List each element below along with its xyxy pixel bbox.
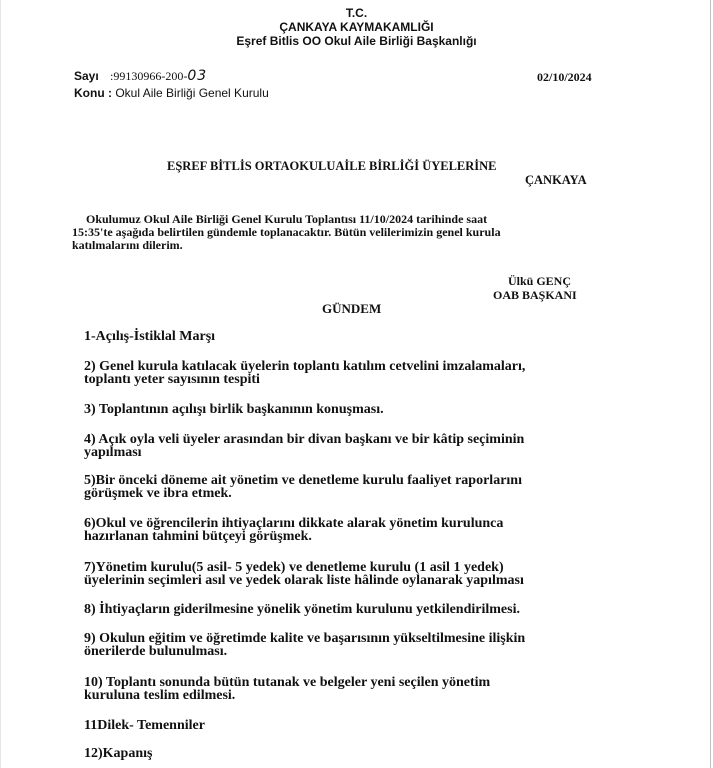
page-edge-right	[710, 0, 711, 768]
agenda-item-6: 6)Okul ve öğrencilerin ihtiyaçlarını dikkate alarak yönetim kurulunca hazırlanan tahmini bütçeyi görüşmek.	[84, 516, 504, 544]
sayi-value: :99130966-200-	[110, 69, 188, 83]
agenda-title: GÜNDEM	[322, 301, 382, 316]
agenda-item-2: 2) Genel kurula katılacak üyelerin toplantı katılım cetvelini imzalamaları, toplantı yeter sayısının tespiti	[84, 359, 526, 387]
agenda-item-3: 3) Toplantının açılışı birlik başkanının konuşması.	[84, 402, 384, 417]
sayi-label: Sayı	[74, 69, 99, 83]
signature-title: OAB BAŞKANI	[493, 288, 577, 302]
agenda-item-12: 12)Kapanış	[84, 746, 153, 761]
agenda-item-4: 4) Açık oyla veli üyeler arasından bir divan başkanı ve bir kâtip seçiminin yapılması	[84, 432, 525, 460]
agenda-item-8: 8) İhtiyaçların giderilmesine yönelik yönetim kurulunu yetkilendirilmesi.	[84, 602, 520, 617]
agenda-item-11: 11Dilek- Temenniler	[84, 718, 205, 733]
addressee-line-1: EŞREF BİTLİS ORTAOKULUAİLE BİRLİĞİ ÜYELERİNE	[167, 159, 497, 173]
sayi-row	[74, 69, 207, 83]
document-date: 02/10/2024	[537, 70, 592, 84]
intro-line: Okulumuz Okul Aile Birliği Genel Kurulu Toplantısı 11/10/2024 tarihinde saat	[86, 212, 488, 226]
header-line-baskanlik: Eşref Bitlis OO Okul Aile Birliği Başkanlığı	[236, 34, 477, 48]
page-edge-left	[0, 0, 1, 768]
intro-line: katılmalarını dilerim.	[72, 238, 183, 252]
addressee-line-2: ÇANKAYA	[525, 173, 587, 187]
konu-value: Okul Aile Birliği Genel Kurulu	[115, 86, 269, 100]
intro-line: 15:35'te aşağıda belirtilen gündemle toplanacaktır. Bütün velilerimizin genel kurula	[72, 225, 501, 239]
intro-paragraph	[72, 213, 612, 252]
konu-label: Konu :	[74, 86, 112, 100]
sayi-handwritten-number: 03	[187, 68, 208, 84]
signature-name: Ülkü GENÇ	[508, 274, 572, 288]
agenda-item-10: 10) Toplantı sonunda bütün tutanak ve belgeler yeni seçilen yönetim kuruluna teslim edilmesi.	[84, 675, 491, 703]
konu-row	[74, 86, 269, 100]
agenda-item-1: 1-Açılış-İstiklal Marşı	[84, 329, 216, 344]
header-line-kaymakamlik: ÇANKAYA KAYMAKAMLIĞI	[279, 20, 434, 34]
header-line-tc: T.C.	[345, 6, 368, 20]
agenda-item-9: 9) Okulun eğitim ve öğretimde kalite ve başarısının yükseltilmesine ilişkin önerilerde bulunulması.	[84, 631, 526, 659]
agenda-item-5: 5)Bir önceki döneme ait yönetim ve denetleme kurulu faaliyet raporlarını görüşmek ve ibra etmek.	[84, 473, 522, 501]
agenda-item-7: 7)Yönetim kurulu(5 asil- 5 yedek) ve denetleme kurulu (1 asil 1 yedek) üyelerinin seçimleri asıl ve yedek olarak liste hâlinde oylanarak yapılması	[84, 560, 524, 588]
